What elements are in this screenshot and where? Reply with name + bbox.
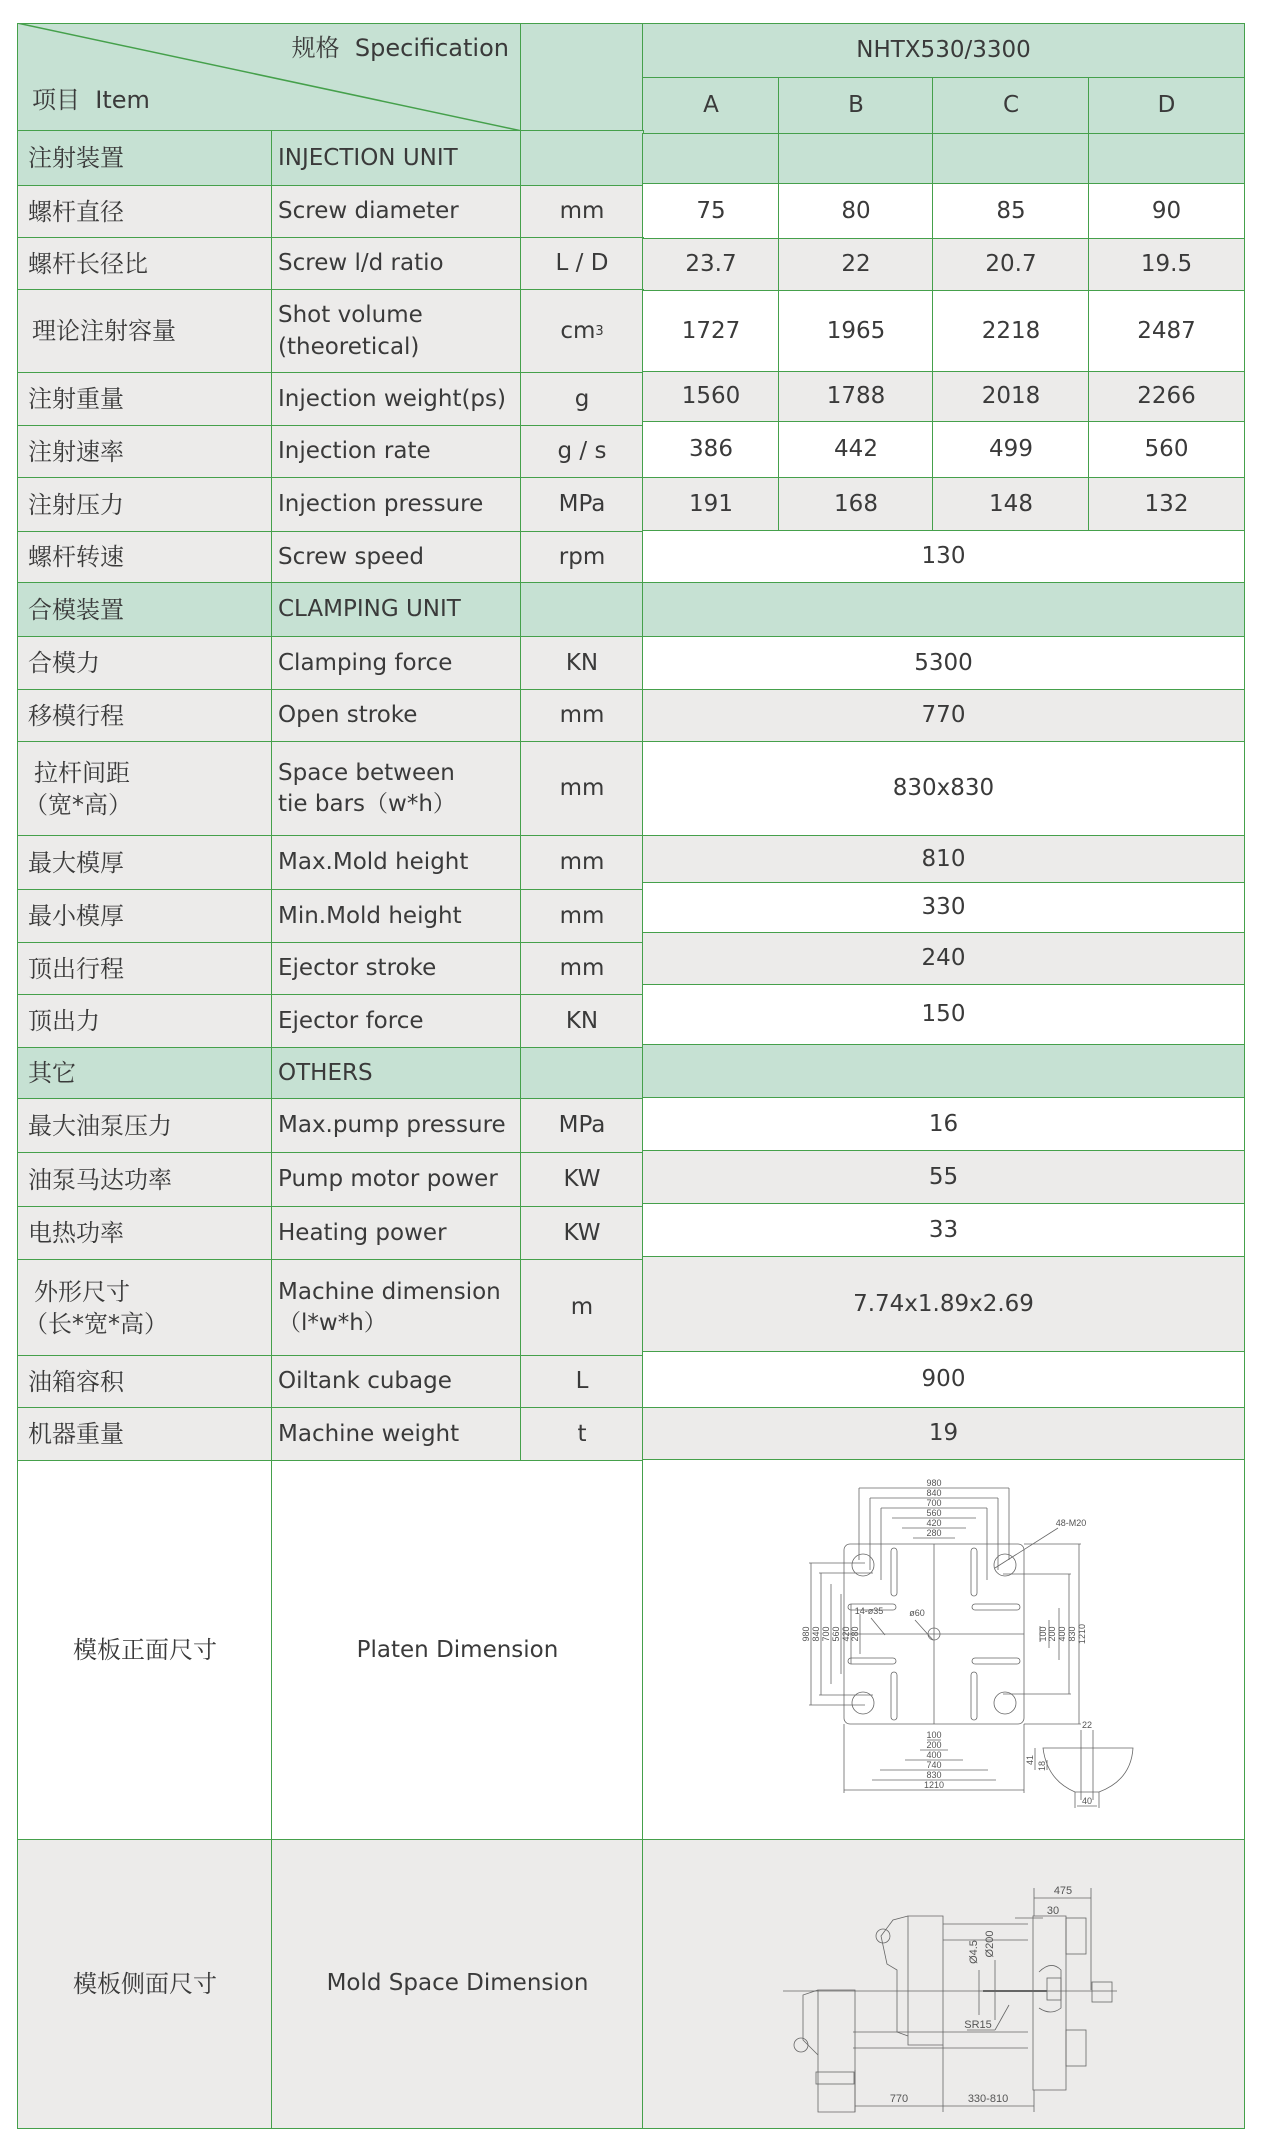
platen-left-dim: 700 — [821, 1626, 831, 1642]
injection-rate-d: 560 — [1088, 421, 1245, 479]
tie-bar-space-cn-line1: 拉杆间距 — [34, 758, 130, 787]
heating-power-en: Heating power — [271, 1206, 522, 1261]
platen-left-dim: 280 — [850, 1626, 860, 1642]
injection-weight-cn: 注射重量 — [17, 372, 273, 427]
section-injection-c — [932, 133, 1090, 185]
tie-bar-space-cn-line2: （宽*高） — [24, 791, 132, 819]
min-mold-height-value: 330 — [642, 882, 1245, 934]
platen-top-dim: 280 — [926, 1528, 942, 1538]
mold-dim-d200: Ø200 — [984, 1930, 996, 1958]
tie-bar-hole — [994, 1692, 1016, 1714]
machine-dimension-en — [271, 1259, 522, 1357]
screw-diameter-c: 85 — [932, 183, 1090, 240]
platen-top-dim: 840 — [926, 1488, 942, 1498]
mold-dim-labels — [890, 1885, 1072, 2105]
injection-pressure-unit: MPa — [520, 477, 644, 533]
machine-dimension-cn-line1: 外形尺寸 — [34, 1277, 130, 1306]
platen-drawing — [643, 1460, 1243, 1840]
injection-rate-a: 386 — [642, 421, 780, 479]
heating-power-value: 33 — [642, 1203, 1245, 1258]
injection-rate-unit: g / s — [520, 425, 644, 479]
screw-diameter-d: 90 — [1088, 183, 1245, 240]
section-injection-en: INJECTION UNIT — [271, 130, 522, 187]
injection-weight-b: 1788 — [778, 371, 934, 423]
platen-bottom-dim: 200 — [926, 1740, 942, 1750]
platen-left-dim: 980 — [801, 1626, 811, 1642]
max-pump-pressure-en: Max.pump pressure — [271, 1098, 522, 1154]
open-stroke-en: Open stroke — [271, 689, 522, 743]
mold-drawing-cell — [642, 1839, 1245, 2129]
platen-right-dim: 200 — [1047, 1626, 1057, 1642]
machine-dimension-value: 7.74x1.89x2.69 — [642, 1256, 1245, 1353]
machine-weight-value: 19 — [642, 1407, 1245, 1461]
mold-dim-sr15: SR15 — [964, 2019, 992, 2031]
injection-pressure-cn: 注射压力 — [17, 477, 273, 533]
variant-d: D — [1088, 77, 1245, 135]
platen-top-dim: 980 — [926, 1478, 942, 1488]
shot-volume-en-line2: (theoretical) — [278, 333, 420, 360]
max-mold-height-value: 810 — [642, 835, 1245, 884]
screw-diameter-unit: mm — [520, 185, 644, 239]
pump-motor-power-value: 55 — [642, 1150, 1245, 1205]
injection-rate-cn: 注射速率 — [17, 425, 273, 479]
section-clamping-data — [642, 582, 1245, 638]
machine-dimension-en-line2: （l*w*h） — [278, 1310, 387, 1336]
min-mold-height-unit: mm — [520, 889, 644, 944]
mold-dim-d4-5: Ø4.5 — [968, 1940, 980, 1964]
variant-a: A — [642, 77, 780, 135]
section-injection-a — [642, 133, 780, 185]
platen-drawing-cell — [642, 1459, 1245, 1841]
machine-dimension-unit: m — [520, 1259, 644, 1357]
max-mold-height-en: Max.Mold height — [271, 835, 522, 891]
section-injection-cn: 注射装置 — [17, 130, 273, 187]
oiltank-value: 900 — [642, 1351, 1245, 1409]
tie-bar-space-value: 830x830 — [642, 741, 1245, 837]
shot-volume-en-line1: Shot volume — [278, 302, 423, 329]
ejector-force-cn: 顶出力 — [17, 994, 273, 1049]
tie-bar-space-en-line1: Space between — [278, 759, 455, 786]
ejector-force-en: Ejector force — [271, 994, 522, 1049]
mold-dim-770: 770 — [889, 2093, 909, 2105]
mold-space-cn: 模板侧面尺寸 — [17, 1839, 273, 2129]
injection-pressure-c: 148 — [932, 477, 1090, 532]
machine-dimension-cn-line2: （长*宽*高） — [24, 1310, 168, 1338]
machine-weight-unit: t — [520, 1407, 644, 1462]
max-pump-pressure-value: 16 — [642, 1097, 1245, 1152]
screw-diameter-en: Screw diameter — [271, 185, 522, 239]
screw-speed-en: Screw speed — [271, 531, 522, 584]
pump-motor-power-unit: KW — [520, 1152, 644, 1208]
screw-diameter-b: 80 — [778, 183, 934, 240]
open-stroke-cn: 移模行程 — [17, 689, 273, 743]
injection-rate-b: 442 — [778, 421, 934, 479]
platen-bottom-dim: 740 — [926, 1760, 942, 1770]
max-pump-pressure-cn: 最大油泵压力 — [17, 1098, 273, 1154]
section-others-en: OTHERS — [271, 1047, 522, 1100]
shot-volume-c: 2218 — [932, 290, 1090, 373]
injection-weight-d: 2266 — [1088, 371, 1245, 423]
header-blank-unit — [520, 23, 644, 132]
screw-diameter-cn: 螺杆直径 — [17, 185, 273, 239]
header-diagonal-cell — [17, 23, 522, 132]
platen-bottom-dim: 830 — [926, 1770, 942, 1780]
platen-right-dim: 100 — [1038, 1626, 1048, 1642]
section-clamping-en: CLAMPING UNIT — [271, 582, 522, 638]
slot-dim: 41 — [1025, 1754, 1035, 1766]
injection-pressure-b: 168 — [778, 477, 934, 532]
platen-left-dim: 840 — [811, 1626, 821, 1642]
section-injection-d — [1088, 133, 1245, 185]
platen-callout-bolts: 14-ø35 — [854, 1606, 884, 1616]
tie-bar-space-en — [271, 741, 522, 837]
slot-dim: 40 — [1081, 1796, 1093, 1806]
screw-ld-d: 19.5 — [1088, 238, 1245, 292]
machine-weight-en: Machine weight — [271, 1407, 522, 1462]
min-mold-height-cn: 最小模厚 — [17, 889, 273, 944]
mold-dim-30: 30 — [1046, 1905, 1060, 1917]
screw-ld-cn: 螺杆长径比 — [17, 237, 273, 291]
injection-rate-c: 499 — [932, 421, 1090, 479]
platen-dimension-en: Platen Dimension — [271, 1460, 644, 1841]
section-others-cn: 其它 — [17, 1047, 273, 1100]
mold-dim-475: 475 — [1053, 1885, 1073, 1897]
max-mold-height-unit: mm — [520, 835, 644, 891]
clamping-force-cn: 合模力 — [17, 636, 273, 691]
mold-space-en: Mold Space Dimension — [271, 1839, 644, 2129]
platen-right-dim: 400 — [1057, 1626, 1067, 1642]
platen-top-dim: 560 — [926, 1508, 942, 1518]
shot-volume-a: 1727 — [642, 290, 780, 373]
open-stroke-value: 770 — [642, 689, 1245, 743]
injection-rate-en: Injection rate — [271, 425, 522, 479]
variant-b: B — [778, 77, 934, 135]
mold-dim-330-810: 330-810 — [967, 2093, 1009, 2105]
section-others-data — [642, 1044, 1245, 1099]
toggle-pin — [876, 1929, 890, 1943]
open-stroke-unit: mm — [520, 689, 644, 743]
clamping-force-unit: KN — [520, 636, 644, 691]
platen-left-dim: 420 — [841, 1626, 851, 1642]
shot-volume-b: 1965 — [778, 290, 934, 373]
platen-dimension-cn: 模板正面尺寸 — [17, 1460, 273, 1841]
heating-power-cn: 电热功率 — [17, 1206, 273, 1261]
min-mold-height-en: Min.Mold height — [271, 889, 522, 944]
section-others-unit — [520, 1047, 644, 1100]
machine-dimension-cn — [17, 1259, 273, 1357]
max-mold-height-cn: 最大模厚 — [17, 835, 273, 891]
platen-top-dim: 700 — [926, 1498, 942, 1508]
shot-volume-en — [271, 289, 522, 374]
tie-bar-space-cn — [17, 741, 273, 837]
ejector-stroke-value: 240 — [642, 932, 1245, 986]
platen-left-dim: 560 — [831, 1626, 841, 1642]
machine-dimension-en-line1: Machine dimension — [278, 1278, 501, 1305]
screw-speed-cn: 螺杆转速 — [17, 531, 273, 584]
pump-motor-power-en: Pump motor power — [271, 1152, 522, 1208]
oiltank-cn: 油箱容积 — [17, 1355, 273, 1409]
injection-weight-a: 1560 — [642, 371, 780, 423]
tie-bar-space-unit: mm — [520, 741, 644, 837]
injection-pressure-en: Injection pressure — [271, 477, 522, 533]
slot-dim: 22 — [1081, 1720, 1093, 1730]
section-injection-unit — [520, 130, 644, 187]
max-pump-pressure-unit: MPa — [520, 1098, 644, 1154]
platen-bottom-dim: 1210 — [923, 1780, 945, 1790]
variant-c: C — [932, 77, 1090, 135]
platen-callout-center: ø60 — [909, 1608, 925, 1618]
screw-speed-unit: rpm — [520, 531, 644, 584]
screw-ld-a: 23.7 — [642, 238, 780, 292]
screw-ld-c: 20.7 — [932, 238, 1090, 292]
machine-weight-cn: 机器重量 — [17, 1407, 273, 1462]
tie-bar-space-en-line2: tie bars（w*h） — [278, 791, 456, 817]
shot-volume-unit — [520, 289, 644, 374]
section-clamping-unit — [520, 582, 644, 638]
injection-pressure-d: 132 — [1088, 477, 1245, 532]
mold-drawing — [643, 1840, 1243, 2128]
screw-ld-b: 22 — [778, 238, 934, 292]
screw-ld-unit: L / D — [520, 237, 644, 291]
shot-volume-unit-base: cm — [560, 317, 596, 344]
platen-right-dim: 1210 — [1077, 1623, 1087, 1645]
screw-speed-value: 130 — [642, 530, 1245, 584]
platen-bottom-dim: 400 — [926, 1750, 942, 1760]
screw-diameter-a: 75 — [642, 183, 780, 240]
clamping-force-value: 5300 — [642, 636, 1245, 691]
platen-dim-labels — [801, 1478, 1092, 1806]
platen-right-dim: 830 — [1067, 1626, 1077, 1642]
ejector-force-unit: KN — [520, 994, 644, 1049]
shot-volume-d: 2487 — [1088, 290, 1245, 373]
ejector-stroke-unit: mm — [520, 942, 644, 996]
injection-pressure-a: 191 — [642, 477, 780, 532]
shot-volume-unit-sup: 3 — [595, 323, 604, 339]
platen-top-dim: 420 — [926, 1518, 942, 1528]
shot-volume-cn: 理论注射容量 — [17, 289, 273, 374]
section-injection-b — [778, 133, 934, 185]
oiltank-unit: L — [520, 1355, 644, 1409]
ejector-stroke-cn: 顶出行程 — [17, 942, 273, 996]
heating-power-unit: KW — [520, 1206, 644, 1261]
oiltank-en: Oiltank cubage — [271, 1355, 522, 1409]
screw-ld-en: Screw l/d ratio — [271, 237, 522, 291]
injection-weight-unit: g — [520, 372, 644, 427]
ejector-stroke-en: Ejector stroke — [271, 942, 522, 996]
pump-motor-power-cn: 油泵马达功率 — [17, 1152, 273, 1208]
slot-dim: 18 — [1037, 1760, 1047, 1772]
section-clamping-cn: 合模装置 — [17, 582, 273, 638]
tie-bar-hole — [994, 1554, 1016, 1576]
injection-weight-en: Injection weight(ps) — [271, 372, 522, 427]
platen-callout-holes: 48-M20 — [1055, 1518, 1087, 1528]
platen-bottom-dim: 100 — [926, 1730, 942, 1740]
toggle-pin — [794, 2038, 808, 2052]
item-label: 项目 Item — [32, 86, 150, 114]
ejector-force-value: 150 — [642, 984, 1245, 1046]
injection-weight-c: 2018 — [932, 371, 1090, 423]
clamping-force-en: Clamping force — [271, 636, 522, 691]
spec-label: 规格 Specification — [291, 34, 509, 62]
model-name: NHTX530/3300 — [642, 23, 1245, 79]
